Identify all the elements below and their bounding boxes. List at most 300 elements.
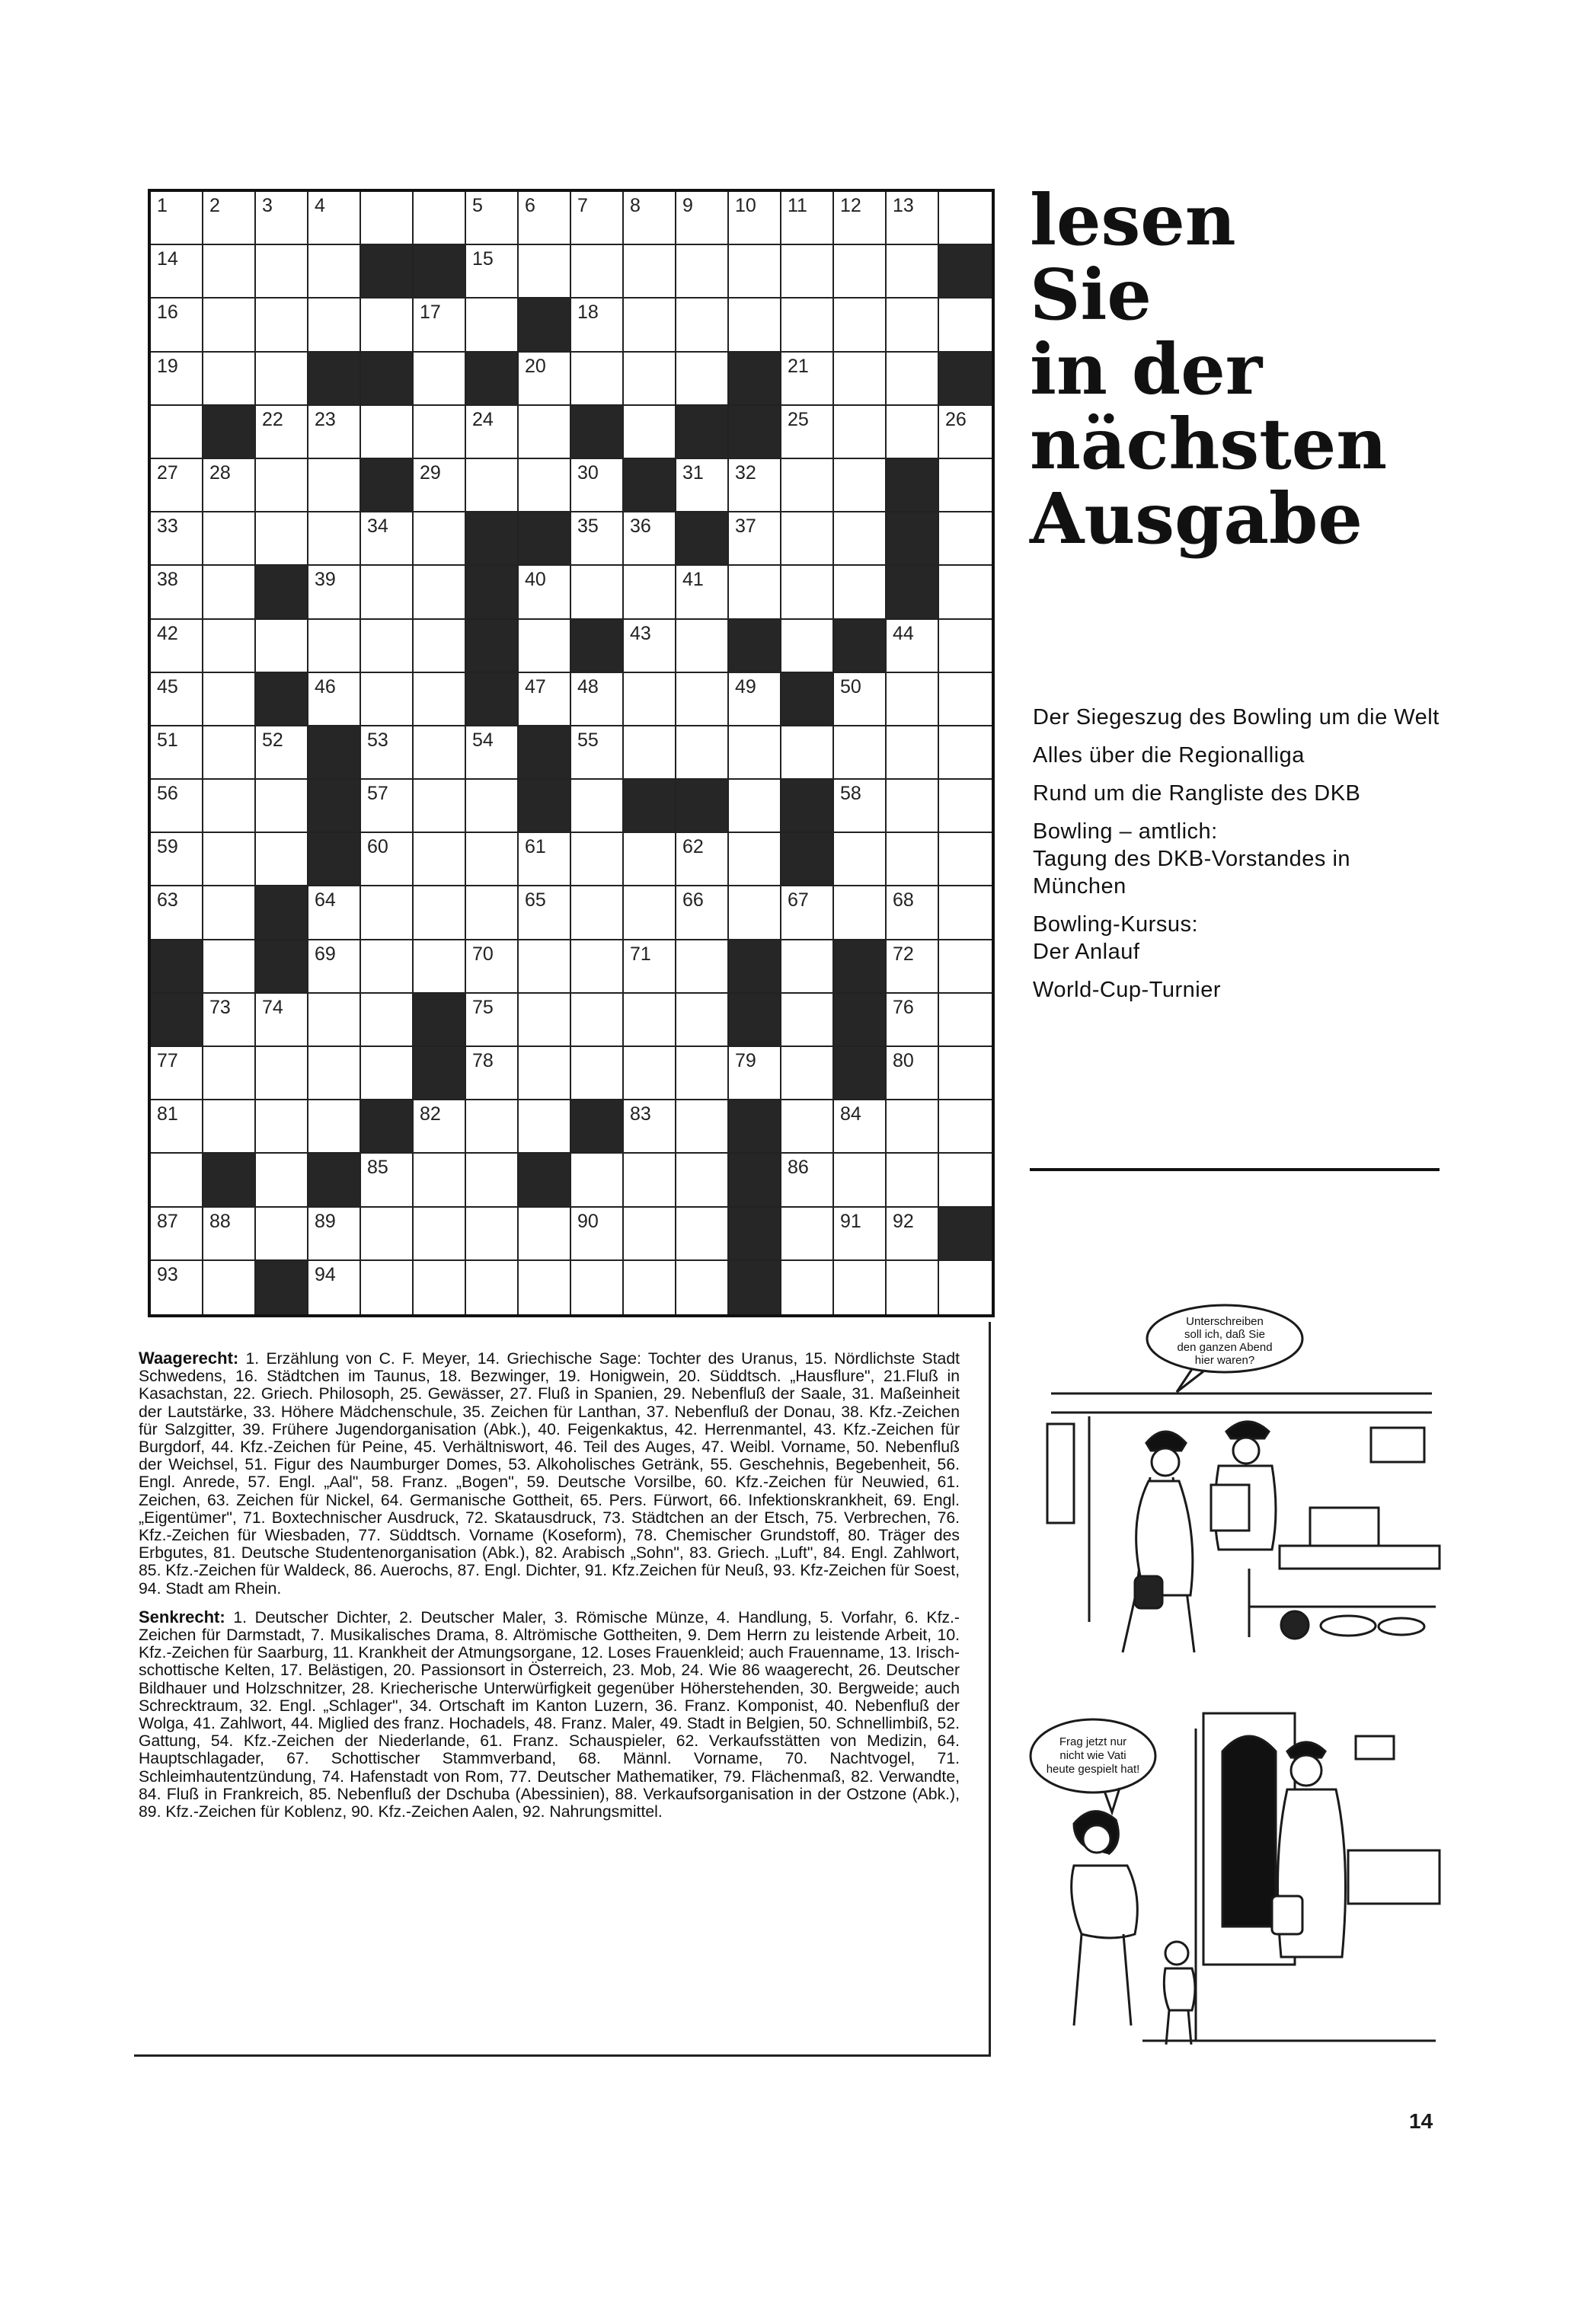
grid-cell[interactable]: [519, 1100, 571, 1154]
grid-cell[interactable]: [834, 298, 887, 352]
grid-cell[interactable]: [414, 886, 466, 940]
grid-cell[interactable]: [729, 298, 781, 352]
grid-cell[interactable]: [519, 353, 571, 406]
grid-cell[interactable]: [414, 459, 466, 512]
grid-cell[interactable]: [834, 886, 887, 940]
grid-cell[interactable]: [729, 566, 781, 619]
grid-cell[interactable]: [256, 512, 308, 566]
grid-cell[interactable]: [519, 406, 571, 459]
grid-cell[interactable]: [571, 512, 624, 566]
grid-cell[interactable]: [361, 1208, 414, 1261]
grid-cell[interactable]: [676, 1261, 729, 1314]
grid-cell[interactable]: [729, 245, 781, 298]
grid-cell[interactable]: [361, 620, 414, 673]
grid-cell[interactable]: [624, 406, 676, 459]
grid-cell[interactable]: [729, 780, 781, 833]
grid-cell[interactable]: [729, 886, 781, 940]
grid-cell[interactable]: [466, 726, 519, 780]
grid-cell[interactable]: [781, 406, 834, 459]
grid-cell[interactable]: [519, 566, 571, 619]
grid-cell[interactable]: [781, 298, 834, 352]
grid-cell[interactable]: [151, 780, 203, 833]
grid-cell[interactable]: [781, 1100, 834, 1154]
grid-cell[interactable]: [781, 726, 834, 780]
grid-cell[interactable]: [414, 726, 466, 780]
black-square: [256, 886, 308, 940]
grid-cell[interactable]: [571, 1208, 624, 1261]
grid-cell[interactable]: [466, 1208, 519, 1261]
grid-cell[interactable]: [624, 1100, 676, 1154]
grid-cell[interactable]: [676, 1047, 729, 1100]
grid-cell[interactable]: [781, 886, 834, 940]
grid-cell[interactable]: [466, 940, 519, 994]
grid-cell[interactable]: [361, 780, 414, 833]
grid-cell[interactable]: [781, 512, 834, 566]
black-square: [466, 620, 519, 673]
grid-cell[interactable]: [466, 780, 519, 833]
grid-cell[interactable]: [203, 566, 256, 619]
grid-cell[interactable]: [203, 245, 256, 298]
grid-cell[interactable]: [361, 833, 414, 886]
grid-cell[interactable]: [887, 406, 939, 459]
grid-cell[interactable]: [887, 726, 939, 780]
grid-cell[interactable]: [256, 994, 308, 1047]
grid-cell[interactable]: [781, 566, 834, 619]
grid-cell[interactable]: [571, 245, 624, 298]
grid-cell[interactable]: [624, 566, 676, 619]
grid-cell[interactable]: [151, 192, 203, 245]
grid-cell[interactable]: [571, 833, 624, 886]
grid-cell[interactable]: [466, 1047, 519, 1100]
grid-cell[interactable]: [939, 673, 992, 726]
grid-cell[interactable]: [571, 780, 624, 833]
grid-cell[interactable]: [676, 1100, 729, 1154]
grid-cell[interactable]: [834, 406, 887, 459]
grid-cell[interactable]: [939, 1154, 992, 1207]
grid-cell[interactable]: [781, 994, 834, 1047]
grid-cell[interactable]: [203, 298, 256, 352]
grid-cell[interactable]: [361, 406, 414, 459]
grid-cell[interactable]: [308, 512, 361, 566]
grid-cell[interactable]: [151, 673, 203, 726]
grid-cell[interactable]: [308, 566, 361, 619]
grid-cell[interactable]: [676, 353, 729, 406]
clue-number: 69: [315, 943, 336, 965]
grid-cell[interactable]: [256, 406, 308, 459]
clue-number: 9: [682, 195, 693, 216]
grid-cell[interactable]: [414, 566, 466, 619]
grid-cell[interactable]: [151, 298, 203, 352]
grid-cell[interactable]: [519, 1047, 571, 1100]
grid-cell[interactable]: [834, 726, 887, 780]
grid-cell[interactable]: [676, 1154, 729, 1207]
grid-cell[interactable]: [939, 940, 992, 994]
grid-cell[interactable]: [414, 833, 466, 886]
grid-cell[interactable]: [466, 833, 519, 886]
grid-cell[interactable]: [624, 512, 676, 566]
grid-cell[interactable]: [834, 459, 887, 512]
grid-cell[interactable]: [361, 886, 414, 940]
grid-cell[interactable]: [203, 1100, 256, 1154]
grid-cell[interactable]: [203, 726, 256, 780]
grid-cell[interactable]: [781, 940, 834, 994]
black-square: [676, 780, 729, 833]
grid-cell[interactable]: [466, 1261, 519, 1314]
black-square: [729, 1261, 781, 1314]
grid-cell[interactable]: [834, 566, 887, 619]
grid-cell[interactable]: [414, 780, 466, 833]
grid-cell[interactable]: [939, 833, 992, 886]
grid-cell[interactable]: [361, 1154, 414, 1207]
grid-cell[interactable]: [939, 406, 992, 459]
grid-cell[interactable]: [939, 566, 992, 619]
grid-cell[interactable]: [676, 1208, 729, 1261]
grid-cell[interactable]: [203, 512, 256, 566]
grid-cell[interactable]: [571, 1154, 624, 1207]
grid-cell[interactable]: [203, 192, 256, 245]
clue-number: 39: [315, 569, 336, 591]
grid-cell[interactable]: [308, 245, 361, 298]
grid-cell[interactable]: [571, 673, 624, 726]
grid-cell[interactable]: [729, 833, 781, 886]
grid-cell[interactable]: [781, 245, 834, 298]
grid-cell[interactable]: [203, 353, 256, 406]
grid-cell[interactable]: [151, 566, 203, 619]
grid-cell[interactable]: [203, 1208, 256, 1261]
grid-cell[interactable]: [939, 994, 992, 1047]
grid-cell[interactable]: [887, 353, 939, 406]
grid-cell[interactable]: [308, 406, 361, 459]
grid-cell[interactable]: [887, 1208, 939, 1261]
grid-cell[interactable]: [203, 1047, 256, 1100]
grid-cell[interactable]: [414, 192, 466, 245]
grid-cell[interactable]: [571, 459, 624, 512]
grid-cell[interactable]: [939, 298, 992, 352]
grid-cell[interactable]: [308, 620, 361, 673]
clue-number: 19: [157, 355, 178, 377]
grid-cell[interactable]: [308, 192, 361, 245]
grid-cell[interactable]: [466, 459, 519, 512]
grid-cell[interactable]: [256, 620, 308, 673]
grid-cell[interactable]: [624, 886, 676, 940]
grid-cell[interactable]: [256, 1100, 308, 1154]
grid-cell[interactable]: [939, 1100, 992, 1154]
grid-cell[interactable]: [939, 620, 992, 673]
grid-cell[interactable]: [519, 192, 571, 245]
grid-cell[interactable]: [466, 245, 519, 298]
grid-cell[interactable]: [151, 1100, 203, 1154]
grid-cell[interactable]: [361, 673, 414, 726]
clue-number: 52: [262, 729, 283, 751]
grid-cell[interactable]: [624, 620, 676, 673]
black-square: [887, 512, 939, 566]
grid-cell[interactable]: [887, 192, 939, 245]
grid-cell[interactable]: [939, 1047, 992, 1100]
grid-cell[interactable]: [571, 1047, 624, 1100]
grid-cell[interactable]: [571, 298, 624, 352]
grid-cell[interactable]: [939, 726, 992, 780]
grid-cell[interactable]: [676, 566, 729, 619]
grid-cell[interactable]: [887, 1100, 939, 1154]
grid-cell[interactable]: [676, 673, 729, 726]
grid-cell[interactable]: [256, 1047, 308, 1100]
grid-cell[interactable]: [466, 1154, 519, 1207]
grid-cell[interactable]: [887, 833, 939, 886]
grid-cell[interactable]: [729, 459, 781, 512]
grid-cell[interactable]: [414, 1208, 466, 1261]
grid-cell[interactable]: [256, 726, 308, 780]
grid-cell[interactable]: [308, 1100, 361, 1154]
grid-cell[interactable]: [361, 192, 414, 245]
grid-cell[interactable]: [308, 1261, 361, 1314]
topic-item: World-Cup-Turnier: [1033, 978, 1221, 1002]
grid-cell[interactable]: [834, 1261, 887, 1314]
grid-cell[interactable]: [939, 886, 992, 940]
grid-cell[interactable]: [151, 353, 203, 406]
grid-cell[interactable]: [887, 780, 939, 833]
black-square: [308, 780, 361, 833]
grid-cell[interactable]: [308, 1208, 361, 1261]
grid-cell[interactable]: [519, 1208, 571, 1261]
family-cartoon: [1021, 1706, 1447, 2064]
grid-cell[interactable]: [676, 298, 729, 352]
grid-cell[interactable]: [781, 1154, 834, 1207]
grid-cell[interactable]: [414, 1154, 466, 1207]
grid-cell[interactable]: [939, 192, 992, 245]
grid-cell[interactable]: [519, 833, 571, 886]
grid-cell[interactable]: [781, 1208, 834, 1261]
grid-cell[interactable]: [781, 353, 834, 406]
grid-cell[interactable]: [151, 1208, 203, 1261]
grid-cell[interactable]: [151, 1047, 203, 1100]
grid-cell[interactable]: [466, 192, 519, 245]
grid-cell[interactable]: [781, 192, 834, 245]
grid-cell[interactable]: [624, 726, 676, 780]
grid-cell[interactable]: [361, 940, 414, 994]
grid-cell[interactable]: [308, 886, 361, 940]
grid-cell[interactable]: [414, 1261, 466, 1314]
grid-cell[interactable]: [887, 620, 939, 673]
grid-cell[interactable]: [571, 566, 624, 619]
grid-cell[interactable]: [781, 1261, 834, 1314]
grid-cell[interactable]: [519, 1261, 571, 1314]
grid-cell[interactable]: [624, 298, 676, 352]
grid-cell[interactable]: [414, 1100, 466, 1154]
grid-cell[interactable]: [414, 298, 466, 352]
grid-cell[interactable]: [466, 994, 519, 1047]
grid-cell[interactable]: [887, 940, 939, 994]
grid-cell[interactable]: [151, 726, 203, 780]
clue-number: 60: [367, 836, 388, 858]
grid-cell[interactable]: [519, 620, 571, 673]
grid-cell[interactable]: [203, 620, 256, 673]
grid-cell[interactable]: [361, 298, 414, 352]
grid-cell[interactable]: [676, 459, 729, 512]
grid-cell[interactable]: [466, 406, 519, 459]
grid-cell[interactable]: [519, 886, 571, 940]
clue-number: 11: [788, 195, 807, 216]
grid-cell[interactable]: [834, 1208, 887, 1261]
grid-cell[interactable]: [308, 994, 361, 1047]
grid-cell[interactable]: [624, 940, 676, 994]
grid-cell[interactable]: [203, 886, 256, 940]
grid-cell[interactable]: [729, 726, 781, 780]
grid-cell[interactable]: [308, 298, 361, 352]
grid-cell[interactable]: [624, 1047, 676, 1100]
grid-cell[interactable]: [624, 192, 676, 245]
grid-cell[interactable]: [781, 620, 834, 673]
grid-cell[interactable]: [781, 1047, 834, 1100]
grid-cell[interactable]: [361, 1047, 414, 1100]
grid-cell[interactable]: [834, 245, 887, 298]
grid-cell[interactable]: [466, 1100, 519, 1154]
grid-cell[interactable]: [676, 886, 729, 940]
grid-cell[interactable]: [151, 459, 203, 512]
grid-cell[interactable]: [414, 406, 466, 459]
grid-cell[interactable]: [203, 994, 256, 1047]
grid-cell[interactable]: [887, 1154, 939, 1207]
clue-number: 61: [525, 836, 546, 858]
grid-cell[interactable]: [308, 1047, 361, 1100]
grid-cell[interactable]: [887, 994, 939, 1047]
grid-cell[interactable]: [834, 833, 887, 886]
grid-cell[interactable]: [729, 1047, 781, 1100]
grid-cell[interactable]: [361, 726, 414, 780]
grid-cell[interactable]: [624, 1154, 676, 1207]
grid-cell[interactable]: [203, 459, 256, 512]
grid-cell[interactable]: [151, 833, 203, 886]
grid-cell[interactable]: [571, 192, 624, 245]
grid-cell[interactable]: [151, 1154, 203, 1207]
grid-cell[interactable]: [624, 673, 676, 726]
black-square: [834, 1047, 887, 1100]
grid-cell[interactable]: [676, 940, 729, 994]
grid-cell[interactable]: [466, 886, 519, 940]
grid-cell[interactable]: [624, 353, 676, 406]
grid-cell[interactable]: [887, 298, 939, 352]
grid-cell[interactable]: [834, 353, 887, 406]
grid-cell[interactable]: [151, 512, 203, 566]
black-square: [729, 1100, 781, 1154]
grid-cell[interactable]: [834, 673, 887, 726]
grid-cell[interactable]: [361, 994, 414, 1047]
grid-cell[interactable]: [624, 1208, 676, 1261]
grid-cell[interactable]: [834, 192, 887, 245]
grid-cell[interactable]: [519, 459, 571, 512]
grid-cell[interactable]: [151, 245, 203, 298]
grid-cell[interactable]: [256, 298, 308, 352]
clue-number: 26: [945, 408, 967, 430]
grid-cell[interactable]: [676, 994, 729, 1047]
grid-cell[interactable]: [571, 940, 624, 994]
grid-cell[interactable]: [151, 620, 203, 673]
grid-cell[interactable]: [203, 940, 256, 994]
grid-cell[interactable]: [624, 1261, 676, 1314]
grid-cell[interactable]: [151, 406, 203, 459]
grid-cell[interactable]: [256, 245, 308, 298]
grid-cell[interactable]: [887, 245, 939, 298]
grid-cell[interactable]: [729, 673, 781, 726]
grid-cell[interactable]: [361, 1261, 414, 1314]
grid-cell[interactable]: [676, 726, 729, 780]
grid-cell[interactable]: [834, 1154, 887, 1207]
cartoon-speech: nicht wie Vati: [1059, 1749, 1126, 1762]
clue-number: 57: [367, 783, 388, 805]
grid-cell[interactable]: [203, 833, 256, 886]
grid-cell[interactable]: [781, 459, 834, 512]
grid-cell[interactable]: [519, 245, 571, 298]
black-square: [887, 566, 939, 619]
grid-cell[interactable]: [361, 566, 414, 619]
grid-cell[interactable]: [939, 780, 992, 833]
black-square: [308, 353, 361, 406]
grid-cell[interactable]: [887, 1047, 939, 1100]
topic-item: Der Siegeszug des Bowling um die Welt: [1033, 705, 1440, 729]
grid-cell[interactable]: [571, 994, 624, 1047]
grid-cell[interactable]: [414, 620, 466, 673]
grid-cell[interactable]: [308, 459, 361, 512]
grid-cell[interactable]: [256, 1208, 308, 1261]
grid-cell[interactable]: [729, 192, 781, 245]
grid-cell[interactable]: [361, 512, 414, 566]
grid-cell[interactable]: [676, 833, 729, 886]
grid-cell[interactable]: [676, 245, 729, 298]
grid-cell[interactable]: [939, 459, 992, 512]
grid-cell[interactable]: [466, 298, 519, 352]
grid-cell[interactable]: [308, 673, 361, 726]
grid-cell[interactable]: [571, 886, 624, 940]
grid-cell[interactable]: [414, 353, 466, 406]
grid-cell[interactable]: [729, 512, 781, 566]
grid-cell[interactable]: [203, 780, 256, 833]
grid-cell[interactable]: [414, 512, 466, 566]
grid-cell[interactable]: [256, 780, 308, 833]
grid-cell[interactable]: [256, 459, 308, 512]
grid-cell[interactable]: [519, 994, 571, 1047]
grid-cell[interactable]: [887, 1261, 939, 1314]
grid-cell[interactable]: [571, 353, 624, 406]
grid-cell[interactable]: [834, 512, 887, 566]
grid-cell[interactable]: [151, 886, 203, 940]
grid-cell[interactable]: [939, 512, 992, 566]
grid-cell[interactable]: [676, 620, 729, 673]
grid-cell[interactable]: [203, 1261, 256, 1314]
grid-cell[interactable]: [308, 940, 361, 994]
grid-cell[interactable]: [571, 726, 624, 780]
grid-cell[interactable]: [256, 1154, 308, 1207]
grid-cell[interactable]: [414, 940, 466, 994]
grid-cell[interactable]: [624, 833, 676, 886]
grid-cell[interactable]: [256, 192, 308, 245]
grid-cell[interactable]: [624, 994, 676, 1047]
grid-cell[interactable]: [939, 1261, 992, 1314]
grid-cell[interactable]: [414, 673, 466, 726]
grid-cell[interactable]: [256, 833, 308, 886]
grid-cell[interactable]: [519, 673, 571, 726]
grid-cell[interactable]: [256, 353, 308, 406]
grid-cell[interactable]: [151, 1261, 203, 1314]
grid-cell[interactable]: [519, 940, 571, 994]
grid-cell[interactable]: [676, 192, 729, 245]
grid-cell[interactable]: [834, 780, 887, 833]
grid-cell[interactable]: [571, 1261, 624, 1314]
grid-cell[interactable]: [624, 245, 676, 298]
grid-cell[interactable]: [834, 1100, 887, 1154]
grid-cell[interactable]: [203, 673, 256, 726]
clue-number: 42: [157, 622, 178, 644]
grid-cell[interactable]: [887, 673, 939, 726]
grid-cell[interactable]: [887, 886, 939, 940]
